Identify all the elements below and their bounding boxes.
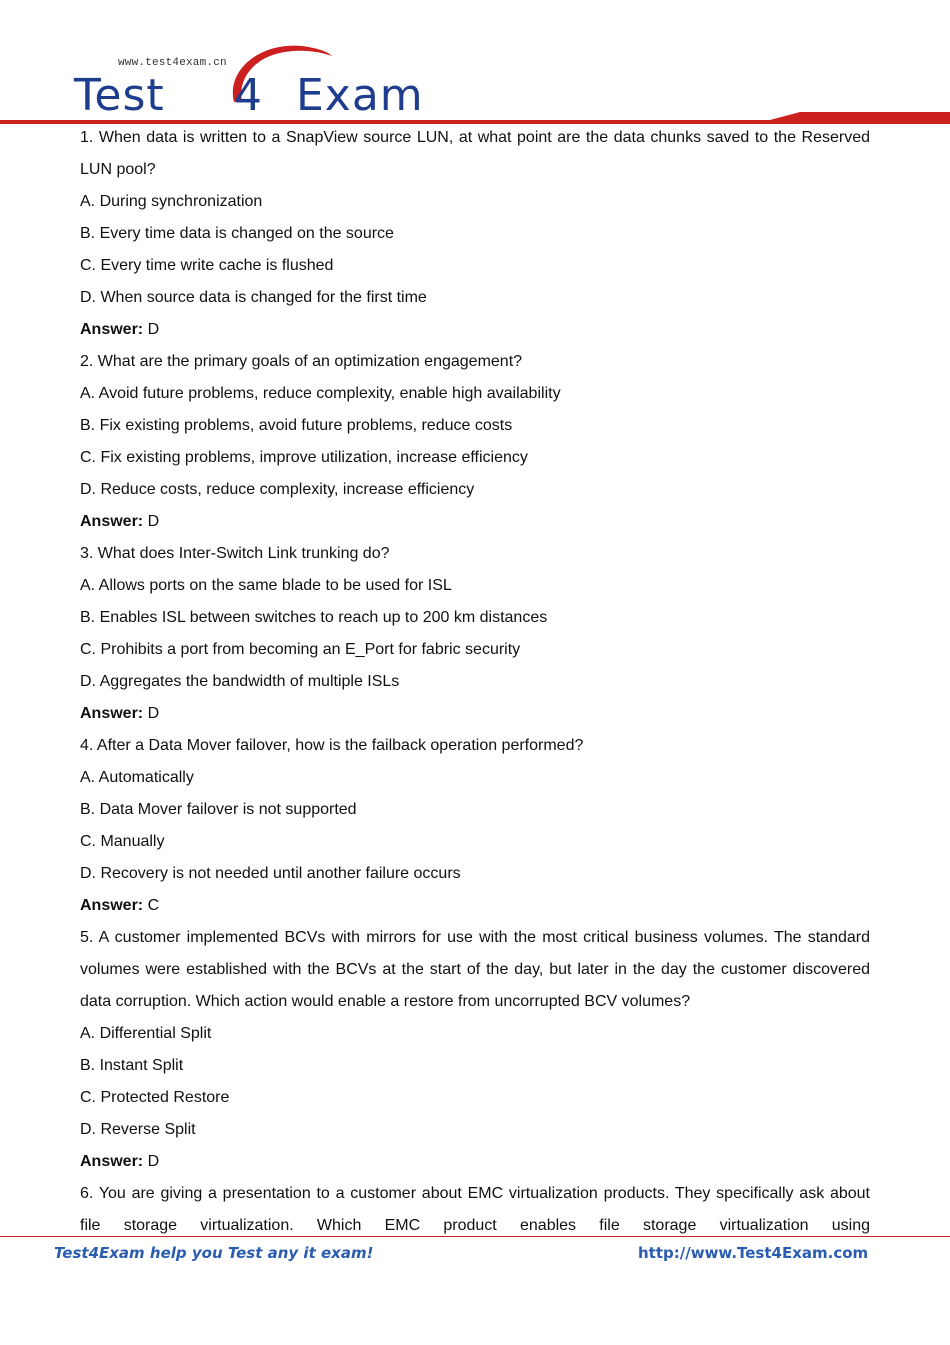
question-5-option-b: B. Instant Split xyxy=(80,1057,184,1074)
question-4-option-c: C. Manually xyxy=(80,833,165,850)
question-3-option-a: A. Allows ports on the same blade to be used for ISL xyxy=(80,577,452,594)
question-2-option-d: D. Reduce costs, reduce complexity, increase efficiency xyxy=(80,481,475,498)
logo-word-exam: Exam xyxy=(296,70,424,121)
question-1-answer: Answer: D xyxy=(80,321,160,338)
question-6-text: 6. You are giving a presentation to a customer about EMC virtualization products. They specifically ask about file storage virtualization. Which EMC product enables file storage virtualization using xyxy=(80,1185,870,1234)
question-4-option-a: A. Automatically xyxy=(80,769,194,786)
question-4-option-d: D. Recovery is not needed until another failure occurs xyxy=(80,865,461,882)
question-3-answer: Answer: D xyxy=(80,705,160,722)
question-3-text: 3. What does Inter-Switch Link trunking do? xyxy=(80,545,390,562)
logo-number-four: 4 xyxy=(234,70,263,121)
footer-website-link[interactable]: http://www.Test4Exam.com xyxy=(638,1244,869,1262)
question-3-option-c: C. Prohibits a port from becoming an E_Port for fabric security xyxy=(80,641,521,658)
question-1-option-d: D. When source data is changed for the first time xyxy=(80,289,427,306)
question-1-option-b: B. Every time data is changed on the source xyxy=(80,225,394,242)
exam-content xyxy=(80,122,870,1242)
question-2-answer: Answer: D xyxy=(80,513,160,530)
question-1-option-a: A. During synchronization xyxy=(80,193,263,210)
page-header xyxy=(0,0,950,132)
question-5-option-c: C. Protected Restore xyxy=(80,1089,230,1106)
question-2-text: 2. What are the primary goals of an optimization engagement? xyxy=(80,353,523,370)
question-2-option-b: B. Fix existing problems, avoid future problems, reduce costs xyxy=(80,417,513,434)
site-url: www.test4exam.cn xyxy=(118,57,227,69)
question-1-option-c: C. Every time write cache is flushed xyxy=(80,257,334,274)
question-5-text: 5. A customer implemented BCVs with mirrors for use with the most critical business volumes. The standard volumes were established with the BCVs at the start of the day, but later in the day the customer discovered data corruption. Which action would enable a restore from uncorrupted BCV volumes? xyxy=(80,929,871,1010)
question-2-option-a: A. Avoid future problems, reduce complexity, enable high availability xyxy=(80,385,561,402)
question-1-text: 1. When data is written to a SnapView source LUN, at what point are the data chunks saved to the Reserved LUN pool? xyxy=(80,129,870,178)
question-4-answer: Answer: C xyxy=(80,897,160,914)
question-2-option-c: C. Fix existing problems, improve utilization, increase efficiency xyxy=(80,449,528,466)
footer-red-rule xyxy=(0,1236,950,1237)
question-4-option-b: B. Data Mover failover is not supported xyxy=(80,801,357,818)
question-3-option-b: B. Enables ISL between switches to reach up to 200 km distances xyxy=(80,609,548,626)
question-5-option-d: D. Reverse Split xyxy=(80,1121,196,1138)
footer-slogan: Test4Exam help you Test any it exam! xyxy=(54,1244,374,1262)
question-3-option-d: D. Aggregates the bandwidth of multiple ISLs xyxy=(80,673,400,690)
question-5-option-a: A. Differential Split xyxy=(80,1025,212,1042)
question-4-text: 4. After a Data Mover failover, how is the failback operation performed? xyxy=(80,737,584,754)
question-5-answer: Answer: D xyxy=(80,1153,160,1170)
logo-word-test: Test xyxy=(74,70,165,121)
